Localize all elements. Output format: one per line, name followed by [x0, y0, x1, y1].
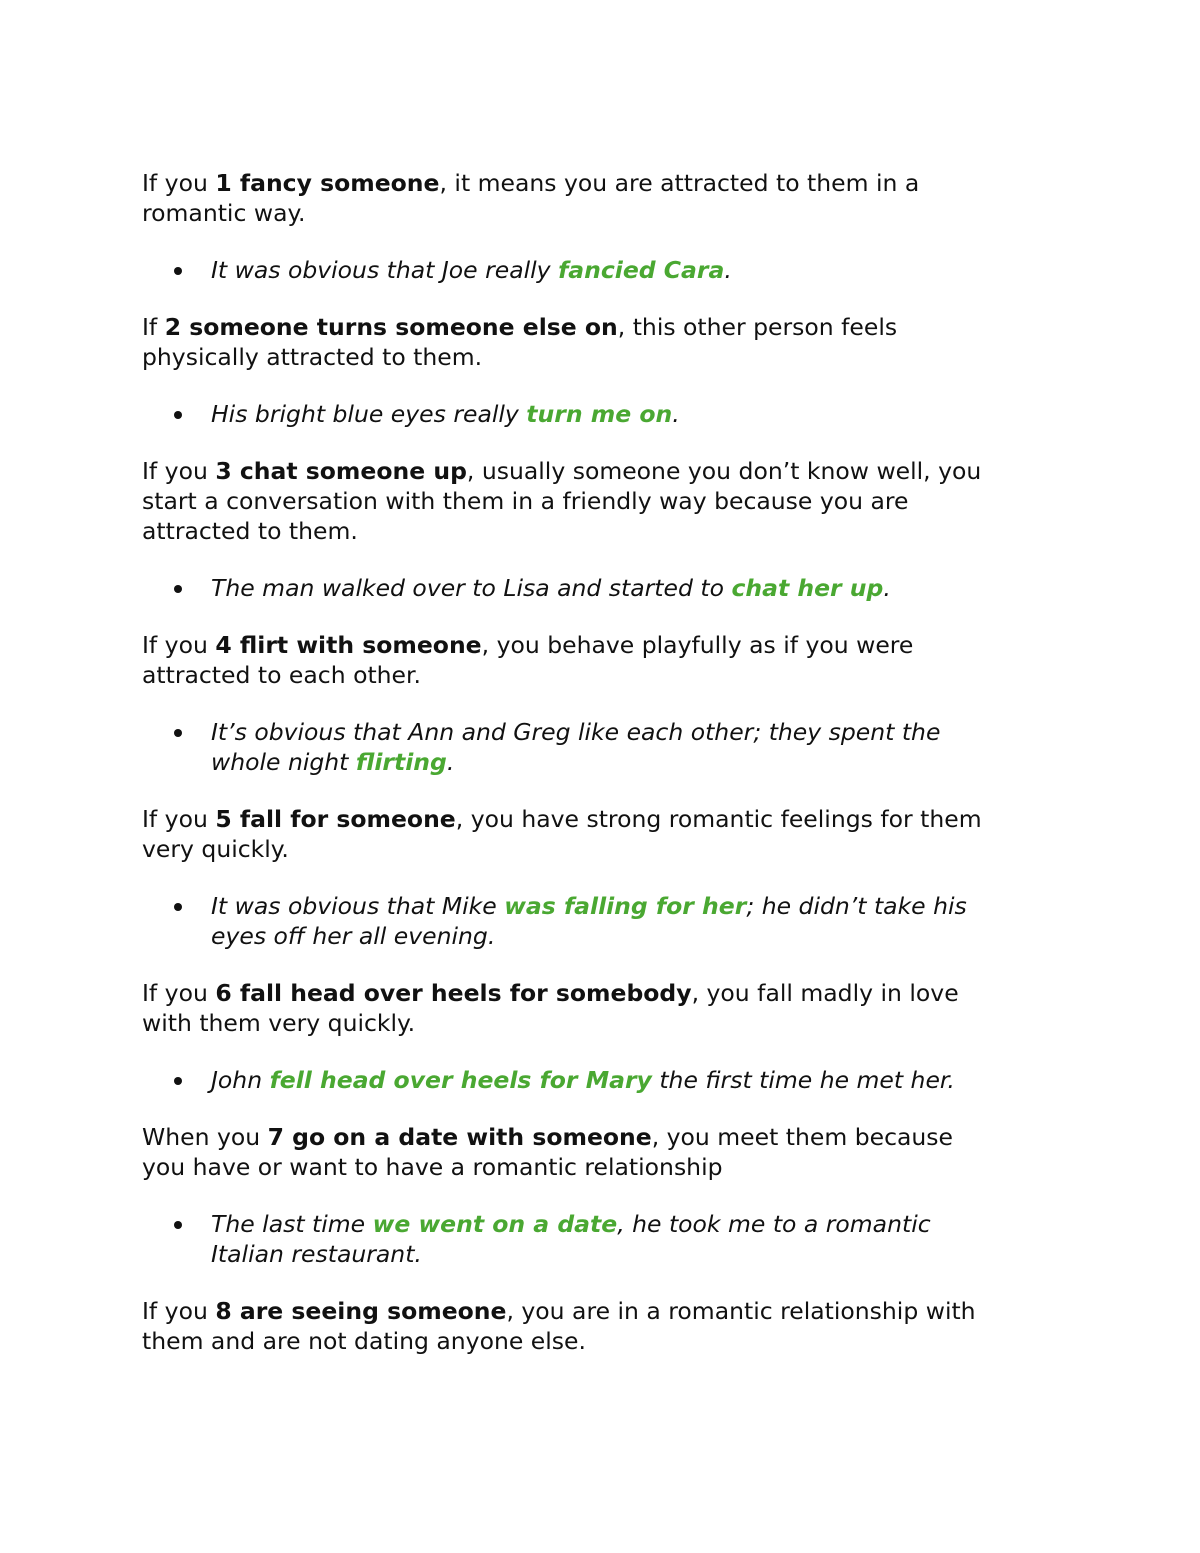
text-segment: , you are in a romantic relationship with: [506, 1297, 976, 1325]
text-segment: very quickly.: [142, 835, 289, 863]
bullet-icon: [174, 1221, 182, 1229]
example-highlight: fell head over heels for Mary: [269, 1066, 652, 1094]
phrase-term: 7 go on a date with someone: [267, 1123, 652, 1151]
text-line: [142, 804, 1102, 834]
example-highlight: flirting: [355, 748, 447, 776]
text-segment: If: [142, 313, 165, 341]
phrase-term: 3 chat someone up: [215, 457, 467, 485]
phrase-term: 5 fall for someone: [215, 805, 456, 833]
text-line: [211, 399, 1102, 429]
text-line: [211, 747, 1102, 777]
text-segment: It’s obvious that Ann and Greg like each other; they spent the: [211, 718, 941, 746]
text-line: [142, 1152, 1102, 1182]
text-line: [211, 891, 1102, 921]
text-segment: If you: [142, 169, 216, 197]
text-segment: If you: [142, 979, 216, 1007]
text-segment: It was obvious that Joe really: [211, 256, 559, 284]
text-line: [142, 516, 1102, 546]
definition-paragraph: [142, 1296, 1102, 1356]
text-line: [142, 456, 1102, 486]
phrase-term: 4 flirt with someone: [215, 631, 482, 659]
example-highlight: turn me on: [526, 400, 673, 428]
phrase-term: 6 fall head over heels for somebody: [215, 979, 692, 1007]
text-segment: , you meet them because: [651, 1123, 954, 1151]
bullet-icon: [174, 585, 182, 593]
bullet-icon: [174, 267, 182, 275]
document-body: [142, 168, 1102, 1383]
example-bullet: [142, 255, 1102, 285]
text-line: [211, 1065, 1102, 1095]
bullet-icon: [174, 411, 182, 419]
text-line: [142, 486, 1102, 516]
text-line: [142, 342, 1102, 372]
text-segment: , usually someone you don’t know well, you: [466, 457, 982, 485]
text-segment: physically attracted to them.: [142, 343, 483, 371]
example-highlight: chat her up: [731, 574, 884, 602]
text-segment: , you fall madly in love: [691, 979, 959, 1007]
text-segment: If you: [142, 1297, 216, 1325]
text-segment: with them very quickly.: [142, 1009, 416, 1037]
text-segment: eyes off her all evening.: [211, 922, 496, 950]
definition-paragraph: [142, 978, 1102, 1038]
bullet-icon: [174, 729, 182, 737]
text-segment: the first time he met her.: [651, 1066, 955, 1094]
text-segment: , he took me to a romantic: [617, 1210, 931, 1238]
example-bullet: [142, 891, 1102, 951]
text-segment: If you: [142, 631, 216, 659]
definition-paragraph: [142, 168, 1102, 228]
example-bullet: [142, 1065, 1102, 1095]
text-line: [211, 921, 1102, 951]
example-highlight: we went on a date: [372, 1210, 618, 1238]
text-segment: , this other person feels: [617, 313, 898, 341]
example-highlight: was falling for her: [504, 892, 747, 920]
definition-paragraph: [142, 804, 1102, 864]
text-line: [142, 168, 1102, 198]
text-segment: .: [883, 574, 891, 602]
text-line: [142, 978, 1102, 1008]
text-segment: whole night: [211, 748, 356, 776]
text-line: [142, 1326, 1102, 1356]
definition-paragraph: [142, 1122, 1102, 1182]
text-segment: attracted to them.: [142, 517, 358, 545]
text-segment: The last time: [211, 1210, 373, 1238]
text-line: [142, 1122, 1102, 1152]
text-line: [211, 717, 1102, 747]
example-bullet: [142, 1209, 1102, 1269]
text-segment: , it means you are attracted to them in a: [439, 169, 920, 197]
text-line: [211, 255, 1102, 285]
text-line: [211, 1239, 1102, 1269]
text-segment: .: [724, 256, 732, 284]
text-segment: them and are not dating anyone else.: [142, 1327, 586, 1355]
example-bullet: [142, 399, 1102, 429]
text-segment: .: [446, 748, 455, 776]
text-line: [211, 573, 1102, 603]
definition-paragraph: [142, 630, 1102, 690]
definition-paragraph: [142, 312, 1102, 372]
text-segment: John: [211, 1066, 270, 1094]
text-segment: romantic way.: [142, 199, 306, 227]
text-segment: Italian restaurant.: [211, 1240, 422, 1268]
text-line: [211, 1209, 1102, 1239]
text-segment: , you behave playfully as if you were: [481, 631, 914, 659]
text-line: [142, 1008, 1102, 1038]
text-segment: When you: [142, 1123, 268, 1151]
text-segment: start a conversation with them in a friendly way because you are: [142, 487, 909, 515]
text-segment: If you: [142, 805, 216, 833]
phrase-term: 8 are seeing someone: [215, 1297, 507, 1325]
text-segment: His bright blue eyes really: [211, 400, 527, 428]
phrase-term: 2 someone turns someone else on: [164, 313, 618, 341]
text-line: [142, 834, 1102, 864]
bullet-icon: [174, 903, 182, 911]
text-line: [142, 312, 1102, 342]
text-line: [142, 198, 1102, 228]
text-segment: If you: [142, 457, 216, 485]
text-line: [142, 1296, 1102, 1326]
text-segment: It was obvious that Mike: [211, 892, 505, 920]
text-segment: .: [672, 400, 680, 428]
text-segment: you have or want to have a romantic relationship: [142, 1153, 723, 1181]
phrase-term: 1 fancy someone: [215, 169, 440, 197]
bullet-icon: [174, 1077, 182, 1085]
text-segment: ; he didn’t take his: [746, 892, 967, 920]
definition-paragraph: [142, 456, 1102, 546]
text-segment: The man walked over to Lisa and started to: [211, 574, 732, 602]
text-segment: attracted to each other.: [142, 661, 421, 689]
text-line: [142, 660, 1102, 690]
text-segment: , you have strong romantic feelings for them: [455, 805, 982, 833]
text-line: [142, 630, 1102, 660]
example-highlight: fancied Cara: [558, 256, 725, 284]
example-bullet: [142, 573, 1102, 603]
example-bullet: [142, 717, 1102, 777]
